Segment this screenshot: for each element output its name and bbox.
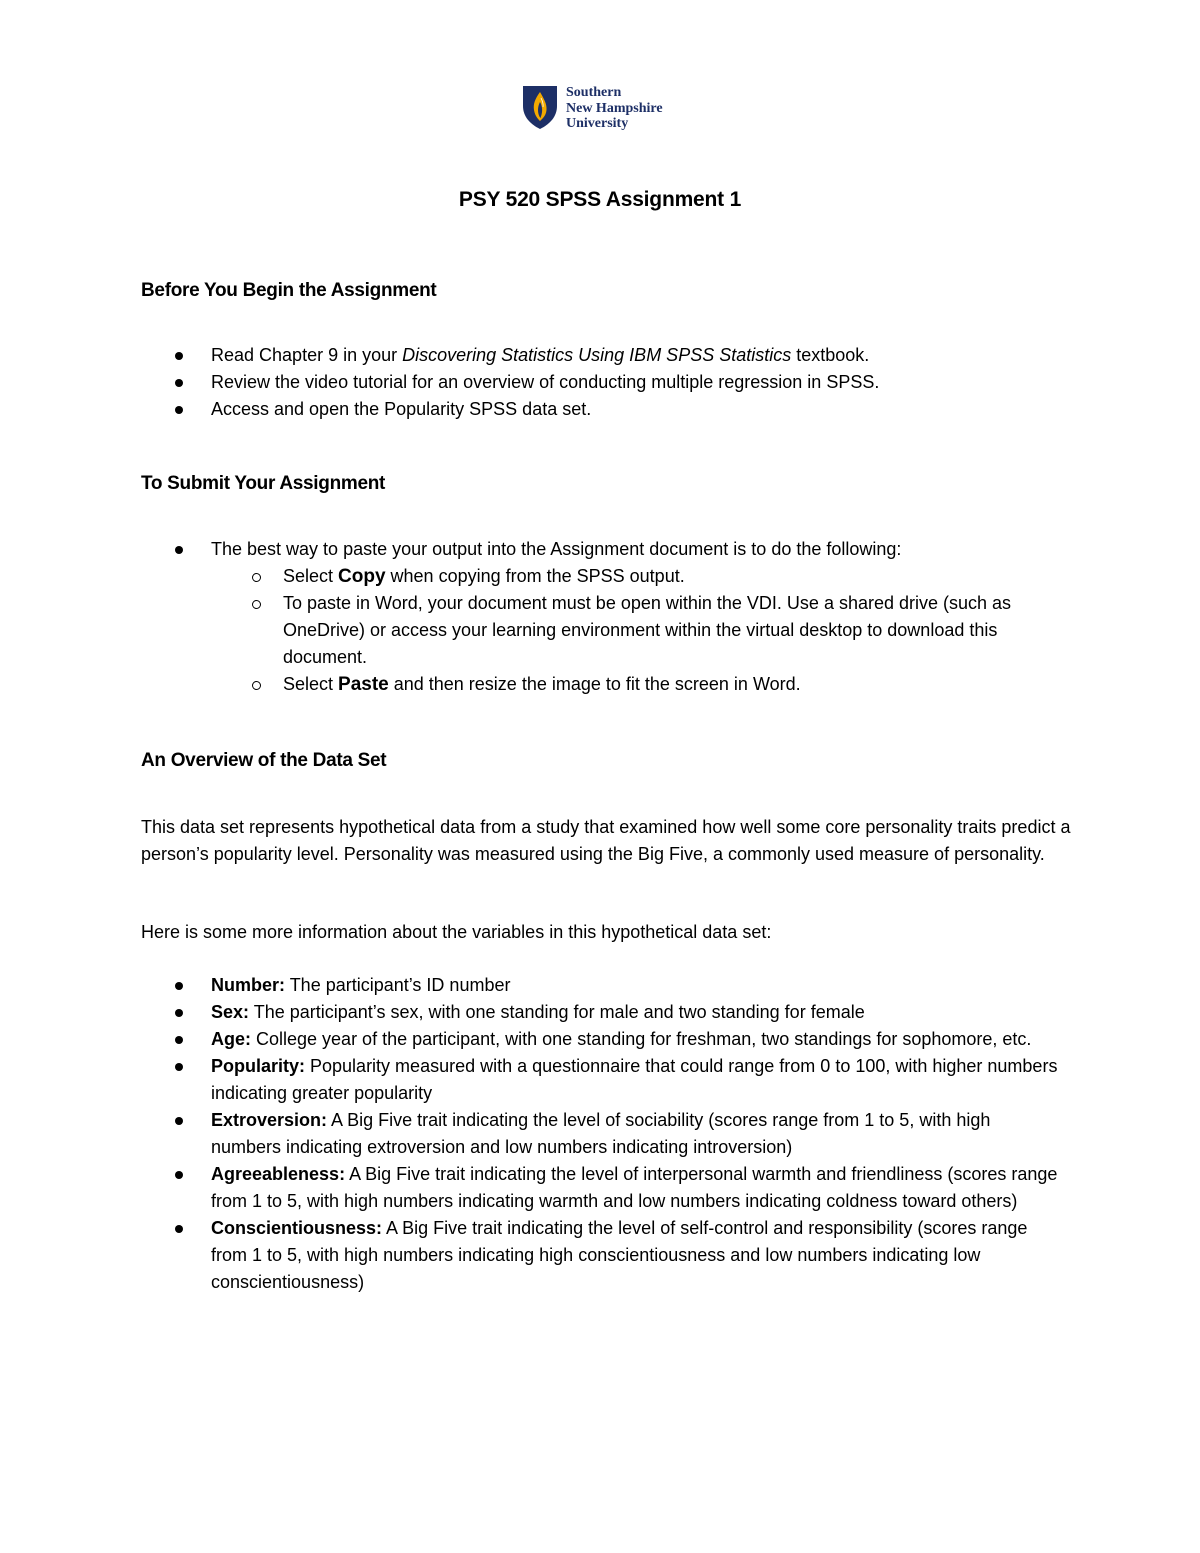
bullet-icon	[175, 352, 183, 360]
bullet-icon	[175, 1171, 183, 1179]
submit-sublist	[212, 563, 1072, 698]
overview-paragraph-1: This data set represents hypothetical data from a study that examined how well some core personality traits predict a person’s popularity level. Personality was measured using the Big Five, a commonly used measure of personality.	[141, 817, 1071, 864]
bullet-icon	[175, 546, 183, 554]
variable-item: Agreeableness: A Big Five trait indicating the level of interpersonal warmth and friendliness (scores range from 1 to 5, with high numbers indicating warmth and low numbers indicating coldness toward others)	[141, 1161, 1061, 1215]
variable-term: Popularity:	[211, 1056, 306, 1076]
variable-item: Popularity: Popularity measured with a questionnaire that could range from 0 to 100, with higher numbers indicating greater popularity	[141, 1053, 1061, 1107]
logo-line-3: University	[566, 116, 629, 131]
before-item-1: Read Chapter 9 in your Discovering Statistics Using IBM SPSS Statistics textbook.	[141, 342, 1061, 369]
variables-list	[141, 972, 1061, 1296]
circle-bullet-icon	[252, 600, 261, 609]
overview-paragraph-2: Here is some more information about the variables in this hypothetical data set:	[141, 922, 772, 942]
textbook-title: Discovering Statistics Using IBM SPSS Statistics	[402, 345, 792, 365]
university-logo	[521, 84, 701, 132]
submit-item-1: The best way to paste your output into the Assignment document is to do the following:	[141, 536, 1061, 563]
logo-line-1: Southern	[566, 85, 622, 100]
variable-item: Sex: The participant’s sex, with one standing for male and two standing for female	[141, 999, 1061, 1026]
bullet-icon	[175, 406, 183, 414]
before-item-3: Access and open the Popularity SPSS data set.	[141, 396, 1061, 423]
bullet-icon	[175, 982, 183, 990]
logo-line-2: New Hampshire	[566, 100, 663, 116]
before-list	[141, 342, 1061, 423]
variable-item: Age: College year of the participant, with one standing for freshman, two standings for sophomore, etc.	[141, 1026, 1061, 1053]
shield-flame-icon	[521, 84, 559, 130]
before-item-2: Review the video tutorial for an overview of conducting multiple regression in SPSS.	[141, 369, 1061, 396]
overview-heading: An Overview of the Data Set	[141, 750, 387, 771]
variable-term: Number:	[211, 975, 286, 995]
submit-subitem-2: To paste in Word, your document must be open within the VDI. Use a shared drive (such as OneDrive) or access your learning environment within the virtual desktop to download this document.	[212, 590, 1072, 671]
variable-term: Agreeableness:	[211, 1164, 346, 1184]
bullet-icon	[175, 1036, 183, 1044]
variable-term: Age:	[211, 1029, 251, 1049]
variable-term: Extroversion:	[211, 1110, 328, 1130]
submit-list	[141, 536, 1061, 563]
circle-bullet-icon	[252, 681, 261, 690]
document-title: PSY 520 SPSS Assignment 1	[458, 188, 742, 211]
variable-item: Extroversion: A Big Five trait indicating the level of sociability (scores range from 1 to 5, with high numbers indicating extroversion and low numbers indicating introversion)	[141, 1107, 1061, 1161]
bullet-icon	[175, 1063, 183, 1071]
bullet-icon	[175, 1225, 183, 1233]
bullet-icon	[175, 1117, 183, 1125]
bullet-icon	[175, 379, 183, 387]
variable-item: Conscientiousness: A Big Five trait indicating the level of self-control and responsibility (scores range from 1 to 5, with high numbers indicating high conscientiousness and low numbers indicating low conscientiousness)	[141, 1215, 1061, 1296]
submit-sublist-wrapper	[212, 563, 1072, 698]
circle-bullet-icon	[252, 573, 261, 582]
variable-item: Number: The participant’s ID number	[141, 972, 1061, 999]
university-name	[566, 85, 663, 132]
submit-heading: To Submit Your Assignment	[141, 473, 386, 494]
variable-term: Conscientiousness:	[211, 1218, 383, 1238]
submit-subitem-3: Select Paste and then resize the image to fit the screen in Word.	[212, 671, 1072, 698]
variable-term: Sex:	[211, 1002, 250, 1022]
submit-subitem-1: Select Copy when copying from the SPSS output.	[212, 563, 1072, 590]
bullet-icon	[175, 1009, 183, 1017]
before-heading: Before You Begin the Assignment	[141, 280, 437, 301]
